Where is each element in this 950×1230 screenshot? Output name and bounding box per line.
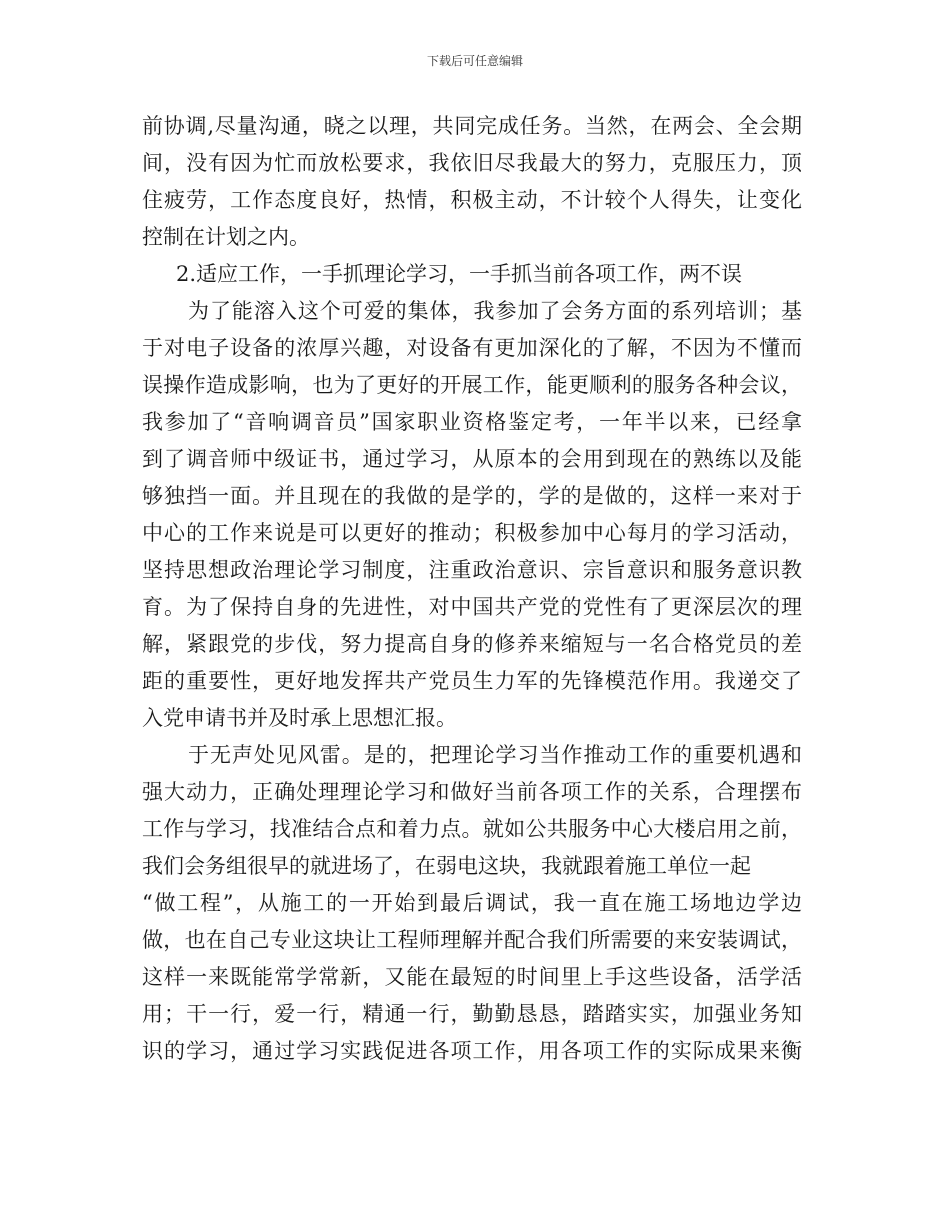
text-line: 入党申请书并及时承上思想汇报。 bbox=[142, 706, 457, 730]
text-line: 于无声处见风雷。是的，把理论学习当作推动工作的重要机遇和 bbox=[188, 743, 802, 767]
text-line: 间，没有因为忙而放松要求，我依旧尽我最大的努力，克服压力，顶 bbox=[142, 151, 802, 175]
text-line: 做，也在自己专业这块让工程师理解并配合我们所需要的来安装调试， bbox=[142, 928, 802, 952]
document-body bbox=[142, 108, 802, 1070]
text-line: 为了能溶入这个可爱的集体，我参加了会务方面的系列培训；基 bbox=[188, 299, 802, 323]
text-line: 工作与学习，找准结合点和着力点。就如公共服务中心大楼启用之前， bbox=[142, 817, 802, 841]
text-line: 前协调,尽量沟通，晓之以理，共同完成任务。当然，在两会、全会期 bbox=[142, 114, 802, 138]
text-line: 我们会务组很早的就进场了，在弱电这块，我就跟着施工单位一起 bbox=[142, 854, 751, 878]
text-line: 坚持思想政治理论学习制度，注重政治意识、宗旨意识和服务意识教 bbox=[142, 558, 802, 582]
text-line: 中心的工作来说是可以更好的推动；积极参加中心每月的学习活动， bbox=[142, 521, 802, 545]
text-line: 识的学习，通过学习实践促进各项工作，用各项工作的实际成果来衡 bbox=[142, 1039, 802, 1063]
text-line: 解，紧跟党的步伐，努力提高自身的修养来缩短与一名合格党员的差 bbox=[142, 632, 802, 656]
text-line: 我参加了“音响调音员”国家职业资格鉴定考，一年半以来，已经拿 bbox=[142, 410, 802, 434]
text-line: 育。为了保持自身的先进性，对中国共产党的党性有了更深层次的理 bbox=[142, 595, 802, 619]
text-line: 用；干一行，爱一行，精通一行，勤勤恳恳，踏踏实实，加强业务知 bbox=[142, 1002, 802, 1026]
text-line: “做工程”，从施工的一开始到最后调试，我一直在施工场地边学边 bbox=[142, 891, 802, 915]
text-line: 误操作造成影响，也为了更好的开展工作，能更顺利的服务各种会议， bbox=[142, 373, 802, 397]
page-header: 下载后可任意编辑 bbox=[426, 54, 523, 68]
text-line: 距的重要性，更好地发挥共产党员生力军的先锋模范作用。我递交了 bbox=[142, 669, 802, 693]
text-line: 强大动力，正确处理理论学习和做好当前各项工作的关系，合理摆布 bbox=[142, 780, 802, 804]
text-line: 住疲劳，工作态度良好，热情，积极主动，不计较个人得失，让变化 bbox=[142, 188, 802, 212]
text-line: 到了调音师中级证书，通过学习，从原本的会用到现在的熟练以及能 bbox=[142, 447, 802, 471]
text-line: 够独挡一面。并且现在的我做的是学的，学的是做的，这样一来对于 bbox=[142, 484, 802, 508]
text-line: 控制在计划之内。 bbox=[142, 225, 310, 249]
text-line: 于对电子设备的浓厚兴趣，对设备有更加深化的了解，不因为不懂而 bbox=[142, 336, 802, 360]
text-line: 2.适应工作，一手抓理论学习，一手抓当前各项工作，两不误 bbox=[176, 262, 743, 286]
text-line: 这样一来既能常学常新，又能在最短的时间里上手这些设备，活学活 bbox=[142, 965, 802, 989]
